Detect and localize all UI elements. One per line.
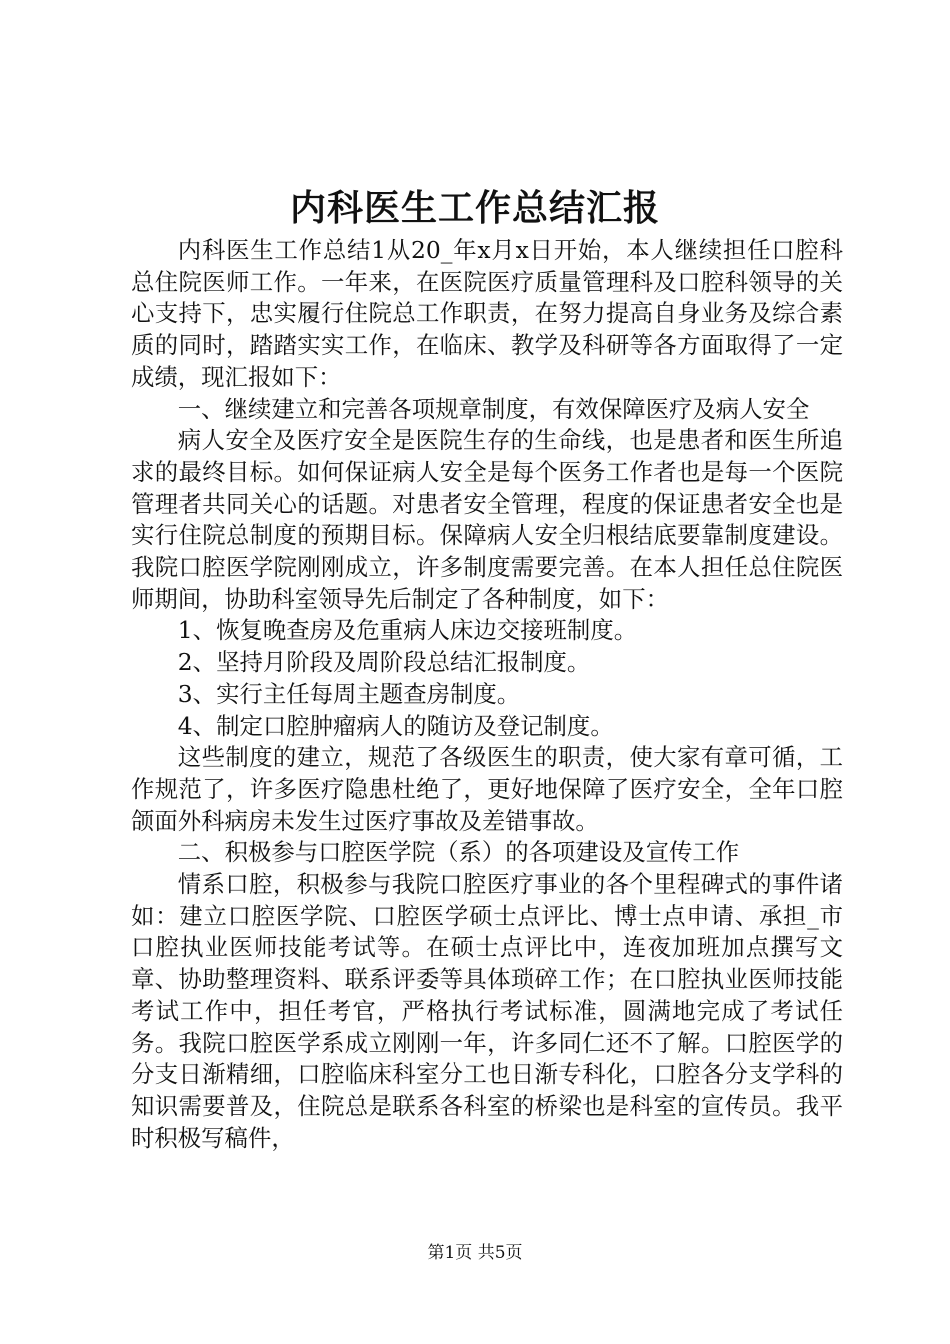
- paragraph-participation: 情系口腔，积极参与我院口腔医疗事业的各个里程碑式的事件诸如：建立口腔医学院、口腔医学硕士点评比、博士点申请、承担_市口腔执业医师技能考试等。在硕士点评比中，连夜加班加点撰写文章、协助整理资料、联系评委等具体琐碎工作；在口腔执业医师技能考试工作中，担任考官，严格执行考试标准，圆满地完成了考试任务。我院口腔医学系成立刚刚一年，许多同仁还不了解。口腔医学的分支日渐精细，口腔临床科室分工也日渐专科化，口腔各分支学科的知识需要普及，住院总是联系各科室的桥梁也是科室的宣传员。我平时积极写稿件，: [131, 870, 843, 1152]
- list-item-3: 3、实行主任每周主题查房制度。: [177, 679, 521, 708]
- document-body: [131, 235, 843, 1154]
- paragraph-safety: 病人安全及医疗安全是医院生存的生命线，也是患者和医生所追求的最终目标。如何保证病人安全是每个医务工作者也是每一个医院管理者共同关心的话题。对患者安全管理，程度的保证患者安全也是实行住院总制度的预期目标。保障病人安全归根结底要靠制度建设。我院口腔医学院刚刚成立，许多制度需要完善。在本人担任总住院医师期间，协助科室领导先后制定了各种制度，如下：: [131, 426, 843, 613]
- paragraph-intro: 内科医生工作总结1从20_年x月x日开始，本人继续担任口腔科总住院医师工作。一年来，在医院医疗质量管理科及口腔科领导的关心支持下，忠实履行住院总工作职责，在努力提高自身业务及综合素质的同时，踏踏实实工作，在临床、教学及科研等各方面取得了一定成绩，现汇报如下：: [131, 236, 843, 391]
- list-item-1: 1、恢复晚查房及危重病人床边交接班制度。: [177, 616, 638, 645]
- list-item-2: 2、坚持月阶段及周阶段总结汇报制度。: [177, 648, 591, 677]
- section-heading-2: 二、积极参与口腔医学院（系）的各项建设及宣传工作: [177, 838, 740, 867]
- paragraph-results: 这些制度的建立，规范了各级医生的职责，使大家有章可循，工作规范了，许多医疗隐患杜绝了，更好地保障了医疗安全，全年口腔颌面外科病房未发生过医疗事故及差错事故。: [131, 743, 843, 835]
- page-footer: 第1页 共5页: [427, 1243, 523, 1263]
- section-heading-1: 一、继续建立和完善各项规章制度，有效保障医疗及病人安全: [177, 394, 810, 423]
- list-item-4: 4、制定口腔肿瘤病人的随访及登记制度。: [177, 711, 614, 740]
- document-title: 内科医生工作总结汇报: [289, 187, 660, 229]
